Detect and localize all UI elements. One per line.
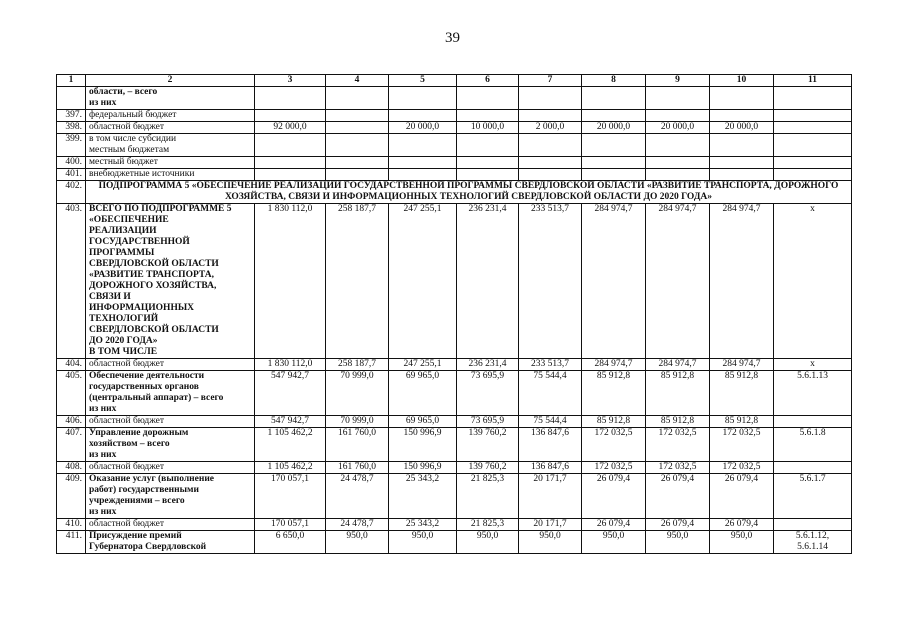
row-name: областной бюджет: [86, 122, 255, 134]
value-cell: 85 912,8: [710, 416, 774, 428]
value-cell: [326, 157, 389, 169]
row-name: в том числе субсидии местным бюджетам: [86, 134, 255, 157]
value-cell: 950,0: [519, 531, 582, 554]
value-cell: 950,0: [582, 531, 646, 554]
value-cell: 2 000,0: [519, 122, 582, 134]
value-cell: 21 825,3: [457, 519, 519, 531]
code-cell: [774, 157, 852, 169]
code-cell: [774, 110, 852, 122]
value-cell: [326, 87, 389, 110]
value-cell: 139 760,2: [457, 462, 519, 474]
row-number: 400.: [57, 157, 86, 169]
section-row: [57, 181, 852, 204]
value-cell: 85 912,8: [646, 371, 710, 416]
code-cell: x: [774, 204, 852, 359]
table-row: [57, 169, 852, 181]
value-cell: 26 079,4: [582, 474, 646, 519]
row-name: внебюджетные источники: [86, 169, 255, 181]
value-cell: 75 544,4: [519, 371, 582, 416]
value-cell: 70 999,0: [326, 416, 389, 428]
header-cell: 4: [326, 75, 389, 87]
row-number: 408.: [57, 462, 86, 474]
value-cell: 233 513,7: [519, 204, 582, 359]
value-cell: 172 032,5: [582, 428, 646, 462]
value-cell: [326, 122, 389, 134]
row-number: 405.: [57, 371, 86, 416]
code-cell: [774, 519, 852, 531]
value-cell: [326, 134, 389, 157]
code-cell: [774, 416, 852, 428]
value-cell: [519, 134, 582, 157]
value-cell: [389, 87, 457, 110]
value-cell: 247 255,1: [389, 204, 457, 359]
value-cell: [519, 87, 582, 110]
value-cell: 236 231,4: [457, 359, 519, 371]
value-cell: 26 079,4: [710, 474, 774, 519]
value-cell: 136 847,6: [519, 428, 582, 462]
value-cell: 547 942,7: [255, 416, 326, 428]
row-name: областной бюджет: [86, 462, 255, 474]
value-cell: 547 942,7: [255, 371, 326, 416]
value-cell: [457, 110, 519, 122]
value-cell: [255, 169, 326, 181]
row-number: 397.: [57, 110, 86, 122]
table-row: [57, 110, 852, 122]
value-cell: 172 032,5: [646, 462, 710, 474]
value-cell: [646, 87, 710, 110]
value-cell: 136 847,6: [519, 462, 582, 474]
row-number: 404.: [57, 359, 86, 371]
header-cell: 1: [57, 75, 86, 87]
value-cell: [389, 134, 457, 157]
value-cell: 69 965,0: [389, 371, 457, 416]
value-cell: 950,0: [457, 531, 519, 554]
code-cell: [774, 87, 852, 110]
value-cell: 172 032,5: [646, 428, 710, 462]
header-cell: 7: [519, 75, 582, 87]
code-cell: x: [774, 359, 852, 371]
value-cell: 85 912,8: [646, 416, 710, 428]
value-cell: 24 478,7: [326, 519, 389, 531]
value-cell: [255, 110, 326, 122]
value-cell: 70 999,0: [326, 371, 389, 416]
value-cell: 284 974,7: [582, 204, 646, 359]
value-cell: 161 760,0: [326, 428, 389, 462]
value-cell: 284 974,7: [646, 359, 710, 371]
value-cell: [710, 134, 774, 157]
value-cell: 92 000,0: [255, 122, 326, 134]
value-cell: 73 695,9: [457, 416, 519, 428]
value-cell: [646, 157, 710, 169]
value-cell: 20 171,7: [519, 474, 582, 519]
value-cell: 284 974,7: [646, 204, 710, 359]
value-cell: [582, 134, 646, 157]
row-name: Обеспечение деятельности государственных органов (центральный аппарат) – всего из них: [86, 371, 255, 416]
table-row: [57, 359, 852, 371]
header-row: [57, 75, 852, 87]
value-cell: [519, 110, 582, 122]
value-cell: [646, 169, 710, 181]
value-cell: 172 032,5: [582, 462, 646, 474]
row-number: 399.: [57, 134, 86, 157]
value-cell: [326, 110, 389, 122]
value-cell: [519, 157, 582, 169]
value-cell: [389, 169, 457, 181]
code-cell: [774, 122, 852, 134]
value-cell: 1 830 112,0: [255, 359, 326, 371]
value-cell: 26 079,4: [710, 519, 774, 531]
value-cell: 69 965,0: [389, 416, 457, 428]
value-cell: [646, 134, 710, 157]
value-cell: 950,0: [646, 531, 710, 554]
value-cell: 75 544,4: [519, 416, 582, 428]
code-cell: 5.6.1.13: [774, 371, 852, 416]
value-cell: [582, 169, 646, 181]
table-row: [57, 371, 852, 416]
header-cell: 9: [646, 75, 710, 87]
value-cell: 172 032,5: [710, 428, 774, 462]
value-cell: [582, 87, 646, 110]
value-cell: 170 057,1: [255, 519, 326, 531]
value-cell: 85 912,8: [582, 371, 646, 416]
value-cell: 20 171,7: [519, 519, 582, 531]
value-cell: 1 830 112,0: [255, 204, 326, 359]
table-row: [57, 204, 852, 359]
value-cell: [710, 157, 774, 169]
table-row: [57, 87, 852, 110]
value-cell: [710, 87, 774, 110]
value-cell: [710, 110, 774, 122]
header-cell: 10: [710, 75, 774, 87]
table-row: [57, 462, 852, 474]
value-cell: 10 000,0: [457, 122, 519, 134]
value-cell: [457, 169, 519, 181]
row-name: Присуждение премий Губернатора Свердловской: [86, 531, 255, 554]
value-cell: 284 974,7: [710, 204, 774, 359]
row-number: 406.: [57, 416, 86, 428]
header-cell: 6: [457, 75, 519, 87]
header-cell: 2: [86, 75, 255, 87]
value-cell: [255, 157, 326, 169]
value-cell: 233 513,7: [519, 359, 582, 371]
row-number: 410.: [57, 519, 86, 531]
value-cell: 950,0: [326, 531, 389, 554]
value-cell: [646, 110, 710, 122]
table-row: [57, 519, 852, 531]
value-cell: [457, 134, 519, 157]
header-cell: 11: [774, 75, 852, 87]
header-cell: 8: [582, 75, 646, 87]
value-cell: 73 695,9: [457, 371, 519, 416]
value-cell: [255, 87, 326, 110]
value-cell: 20 000,0: [582, 122, 646, 134]
row-name: ВСЕГО ПО ПОДПРОГРАММЕ 5 «ОБЕСПЕЧЕНИЕ РЕАЛИЗАЦИИ ГОСУДАРСТВЕННОЙ ПРОГРАММЫ СВЕРДЛОВСКОЙ ОБЛАСТИ «РАЗВИТИЕ ТРАНСПОРТА, ДОРОЖНОГО ХОЗЯЙСТВА, СВЯЗИ И ИНФОРМАЦИОННЫХ ТЕХНОЛОГИЙ СВЕРДЛОВСКОЙ ОБЛАСТИ ДО 2020 ГОДА» В ТОМ ЧИСЛЕ: [86, 204, 255, 359]
value-cell: 1 105 462,2: [255, 428, 326, 462]
header-cell: 3: [255, 75, 326, 87]
value-cell: 6 650,0: [255, 531, 326, 554]
row-name: области, – всего из них: [86, 87, 255, 110]
value-cell: 26 079,4: [582, 519, 646, 531]
value-cell: 950,0: [710, 531, 774, 554]
value-cell: 247 255,1: [389, 359, 457, 371]
row-number: 411.: [57, 531, 86, 554]
value-cell: [710, 169, 774, 181]
code-cell: 5.6.1.7: [774, 474, 852, 519]
section-title: ПОДПРОГРАММА 5 «ОБЕСПЕЧЕНИЕ РЕАЛИЗАЦИИ ГОСУДАРСТВЕННОЙ ПРОГРАММЫ СВЕРДЛОВСКОЙ ОБЛАСТИ «РАЗВИТИЕ ТРАНСПОРТА, ДОРОЖНОГО ХОЗЯЙСТВА, СВЯЗИ И ИНФОРМАЦИОННЫХ ТЕХНОЛОГИЙ СВЕРДЛОВСКОЙ ОБЛАСТИ ДО 2020 ГОДА»: [86, 181, 852, 204]
value-cell: 85 912,8: [582, 416, 646, 428]
value-cell: [255, 134, 326, 157]
row-number: 402.: [57, 181, 86, 204]
row-number: 409.: [57, 474, 86, 519]
value-cell: 26 079,4: [646, 519, 710, 531]
table-body: [57, 75, 852, 554]
value-cell: 139 760,2: [457, 428, 519, 462]
row-number: 407.: [57, 428, 86, 462]
table-row: [57, 134, 852, 157]
value-cell: 25 343,2: [389, 519, 457, 531]
table-row: [57, 428, 852, 462]
budget-table: [56, 74, 852, 554]
value-cell: 258 187,7: [326, 204, 389, 359]
page-number: 39: [445, 30, 460, 46]
code-cell: [774, 462, 852, 474]
table-row: [57, 416, 852, 428]
value-cell: [519, 169, 582, 181]
code-cell: 5.6.1.8: [774, 428, 852, 462]
value-cell: 284 974,7: [582, 359, 646, 371]
row-name: Управление дорожным хозяйством – всего из них: [86, 428, 255, 462]
value-cell: 258 187,7: [326, 359, 389, 371]
table-row: [57, 157, 852, 169]
value-cell: 1 105 462,2: [255, 462, 326, 474]
row-name: областной бюджет: [86, 519, 255, 531]
value-cell: 150 996,9: [389, 462, 457, 474]
row-number: 403.: [57, 204, 86, 359]
value-cell: [582, 110, 646, 122]
value-cell: [389, 110, 457, 122]
row-number: 398.: [57, 122, 86, 134]
row-number: 401.: [57, 169, 86, 181]
row-name: федеральный бюджет: [86, 110, 255, 122]
table-row: [57, 531, 852, 554]
table-row: [57, 122, 852, 134]
value-cell: 21 825,3: [457, 474, 519, 519]
row-name: областной бюджет: [86, 416, 255, 428]
row-name: местный бюджет: [86, 157, 255, 169]
value-cell: 26 079,4: [646, 474, 710, 519]
row-name: Оказание услуг (выполнение работ) государственными учреждениями – всего из них: [86, 474, 255, 519]
value-cell: 950,0: [389, 531, 457, 554]
code-cell: [774, 169, 852, 181]
value-cell: 85 912,8: [710, 371, 774, 416]
value-cell: 150 996,9: [389, 428, 457, 462]
value-cell: 172 032,5: [710, 462, 774, 474]
value-cell: [457, 157, 519, 169]
row-number: [57, 87, 86, 110]
value-cell: 284 974,7: [710, 359, 774, 371]
table-row: [57, 474, 852, 519]
value-cell: [457, 87, 519, 110]
value-cell: 20 000,0: [389, 122, 457, 134]
value-cell: 25 343,2: [389, 474, 457, 519]
value-cell: [389, 157, 457, 169]
value-cell: 170 057,1: [255, 474, 326, 519]
value-cell: [326, 169, 389, 181]
value-cell: 236 231,4: [457, 204, 519, 359]
value-cell: 161 760,0: [326, 462, 389, 474]
code-cell: 5.6.1.12, 5.6.1.14: [774, 531, 852, 554]
value-cell: [582, 157, 646, 169]
value-cell: 20 000,0: [646, 122, 710, 134]
header-cell: 5: [389, 75, 457, 87]
value-cell: 24 478,7: [326, 474, 389, 519]
value-cell: 20 000,0: [710, 122, 774, 134]
row-name: областной бюджет: [86, 359, 255, 371]
code-cell: [774, 134, 852, 157]
